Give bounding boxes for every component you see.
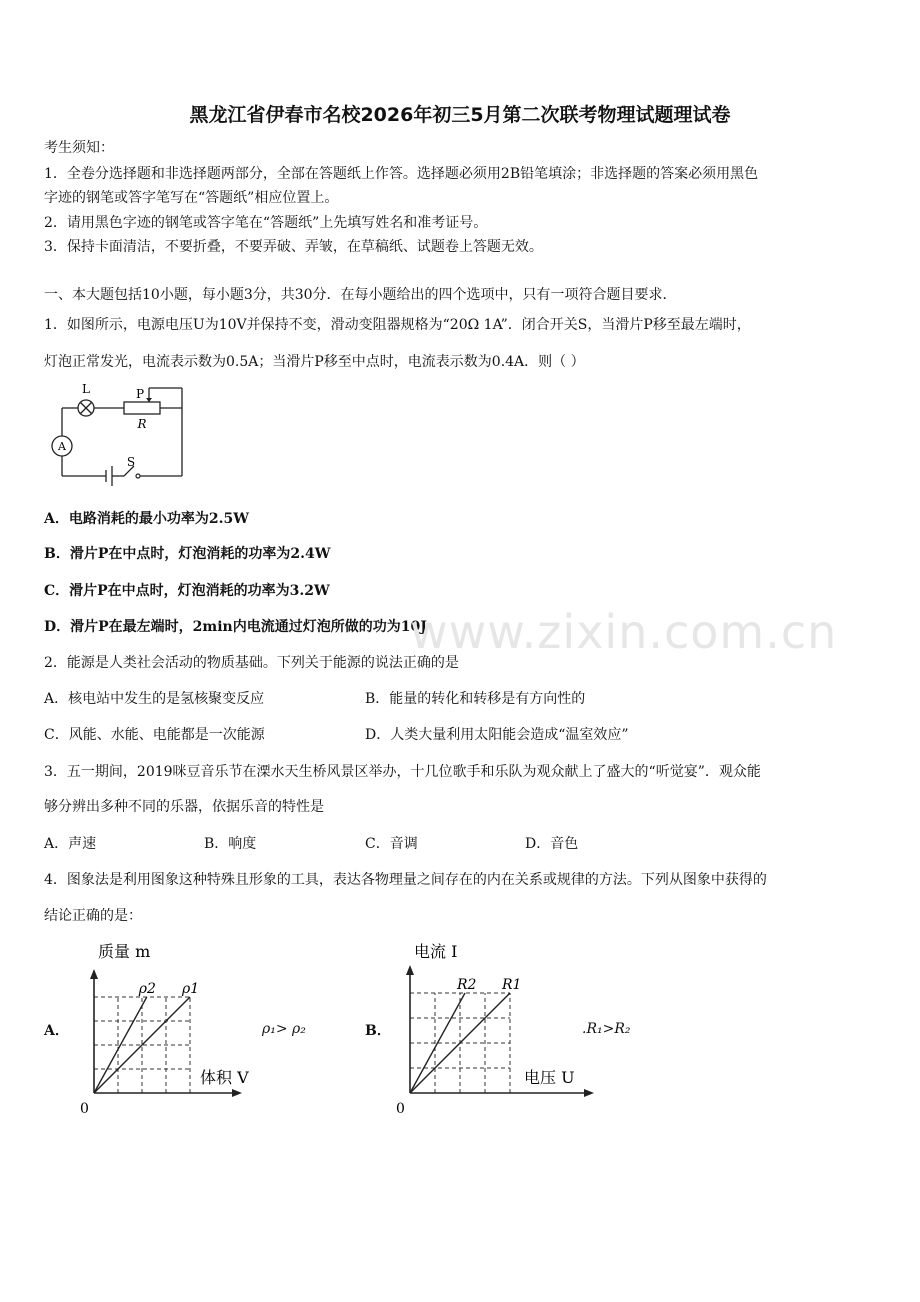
lamp-icon	[78, 400, 94, 416]
q2-option: D．人类大量利用太阳能会造成“温室效应”	[365, 727, 629, 743]
series-label: ρ1	[182, 981, 200, 997]
q4-option-conclusion: ρ₁> ρ₂	[262, 1021, 306, 1037]
notice-item: 字迹的钢笔或答字笔写在“答题纸”相应位置上。	[44, 190, 339, 206]
slider-label: P	[136, 387, 145, 401]
current-voltage-chart	[388, 935, 598, 1115]
section-heading: 一、本大题包括10小题，每小题3分，共30分．在每小题给出的四个选项中，只有一项符合题目要求．	[44, 287, 677, 303]
origin-label: 0	[396, 1101, 405, 1115]
notice-item: 1．全卷分选择题和非选择题两部分，全部在答题纸上作答。选择题必须用2B铅笔填涂；非选择题的答案必须用黑色	[44, 166, 759, 182]
q4-stem: 4．图象法是利用图象这种特殊且形象的工具，表达各物理量之间存在的内在关系或规律的方法。下列从图象中获得的	[44, 872, 767, 888]
switch-label: S	[126, 455, 136, 469]
notice-heading: 考生须知：	[44, 140, 114, 156]
q2-option: A．核电站中发生的是氢核聚变反应	[44, 691, 265, 707]
watermark: www.zixin.com.cn	[410, 605, 838, 659]
q3-option: B．响度	[204, 836, 257, 852]
q3-option: D．音色	[525, 836, 579, 852]
q1-option: D．滑片P在最左端时，2min内电流通过灯泡所做的功为10J	[44, 619, 427, 635]
y-axis-label: 电流 I	[414, 942, 458, 961]
series-label: R2	[457, 977, 477, 993]
q4-option-conclusion: .R₁>R₂	[582, 1021, 631, 1037]
q1-option: A．电路消耗的最小功率为2.5W	[44, 511, 249, 527]
page-title: 黑龙江省伊春市名校2026年初三5月第二次联考物理试题理试卷	[189, 104, 731, 126]
origin-label: 0	[80, 1101, 89, 1115]
q4-stem: 结论正确的是：	[44, 908, 142, 924]
q1-option: B．滑片P在中点时，灯泡消耗的功率为2.4W	[44, 546, 331, 562]
q4-option-letter: B．	[365, 1023, 391, 1039]
q4-option-letter: A．	[44, 1023, 69, 1039]
q2-option: B．能量的转化和转移是有方向性的	[365, 691, 586, 707]
q3-option: C．音调	[365, 836, 418, 852]
rheostat-label: R	[137, 417, 147, 431]
series-label: R1	[502, 977, 522, 993]
y-axis-arrow-icon	[90, 969, 98, 979]
y-axis-arrow-icon	[406, 965, 414, 975]
notice-item: 2．请用黑色字迹的钢笔或答字笔在“答题纸”上先填写姓名和准考证号。	[44, 215, 488, 231]
y-axis-label: 质量 m	[98, 942, 151, 961]
q1-option: C．滑片P在中点时，灯泡消耗的功率为3.2W	[44, 583, 330, 599]
x-axis-label: 电压 U	[524, 1068, 575, 1087]
ammeter-label: A	[58, 440, 66, 453]
q3-option: A．声速	[44, 836, 97, 852]
x-axis-arrow-icon	[232, 1089, 242, 1097]
series-label: ρ2	[138, 981, 156, 997]
lamp-label: L	[82, 382, 90, 396]
q3-stem: 3．五一期间，2019咪豆音乐节在溧水天生桥风景区举办，十几位歌手和乐队为观众献上了盛大的“听觉宴”．观众能	[44, 764, 761, 780]
q2-stem: 2．能源是人类社会活动的物质基础。下列关于能源的说法正确的是	[44, 655, 459, 671]
x-axis-arrow-icon	[584, 1089, 594, 1097]
x-axis-label: 体积 V	[200, 1068, 249, 1087]
q1-circuit-diagram	[48, 378, 188, 488]
q2-option: C．风能、水能、电能都是一次能源	[44, 727, 265, 743]
q1-stem: 1．如图所示，电源电压U为10V并保持不变，滑动变阻器规格为“20Ω 1A”．闭合开关S，当滑片P移至最左端时，	[44, 317, 751, 333]
switch-contact-icon	[136, 474, 140, 478]
q1-stem: 灯泡正常发光，电流表示数为0.5A；当滑片P移至中点时，电流表示数为0.4A．则（ ）	[44, 354, 585, 370]
q3-stem: 够分辨出多种不同的乐器，依据乐音的特性是	[44, 799, 324, 815]
notice-item: 3．保持卡面清洁，不要折叠，不要弄破、弄皱，在草稿纸、试题卷上答题无效。	[44, 239, 543, 255]
density-chart	[70, 935, 270, 1115]
